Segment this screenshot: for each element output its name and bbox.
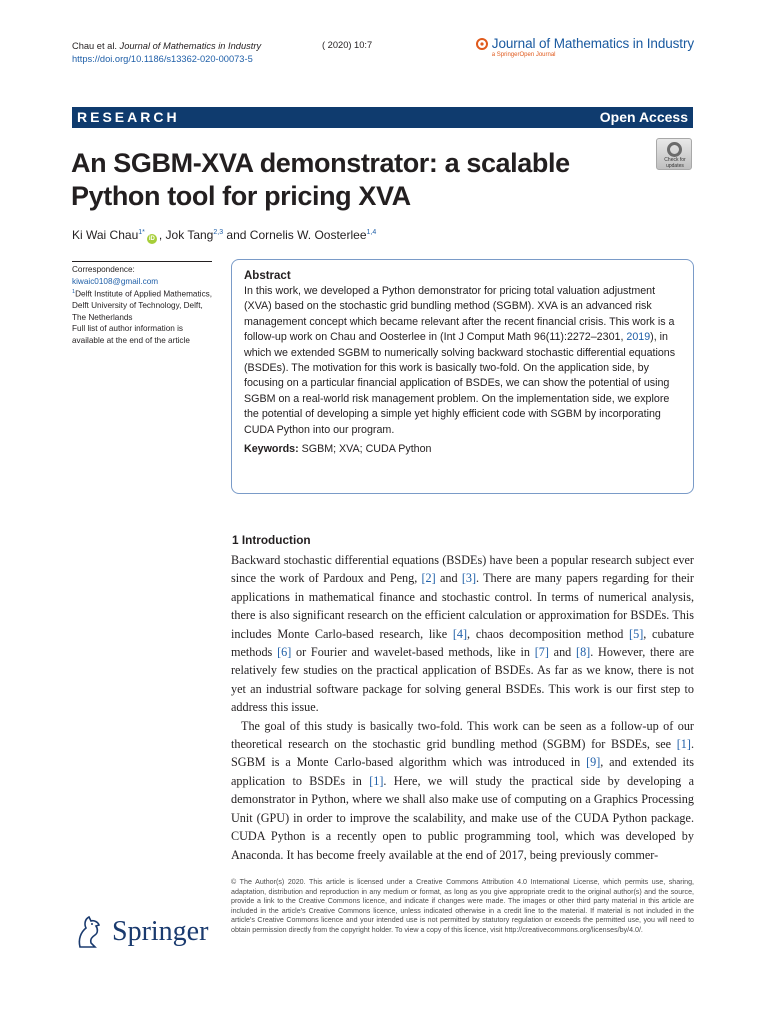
publisher-logo[interactable]	[72, 913, 208, 951]
keywords-list: SGBM; XVA; CUDA Python	[301, 443, 432, 456]
license-notice: © The Author(s) 2020. This article is licensed under a Creative Commons Attribution 4.0 International License, which permits use, sharing, adaptation, distribution and reproduction in any medium or format, as long as you give appropriate credit to the original author(s) and the source, provide a link to the Creative Commons licence, and indicate if changes were made. The images or other third party material in this article are included in the article’s Creative Commons licence, unless indicated otherwise in a credit line to the material. If material is not included in the article’s Creative Commons licence and your intended use is not permitted by statutory regulation or exceeds the permitted use, you will need to obtain permission directly from the copyright holder. To view a copy of this licence, visit http://creativecommons.org/licenses/by/4.0/.	[231, 878, 694, 934]
check-for-updates-button[interactable]	[656, 138, 692, 170]
abstract-text-part: In this work, we developed a Python demonstrator for pricing total valuation adjustment (XVA) based on the stochastic grid bundling method (SGBM). XVA is an advanced risk management concept which became relevant after the recent financial crisis. This work is a follow-up work on Chau and Oosterlee in (Int J Comput Math 96(11):2272–2301,	[244, 285, 675, 344]
citation-line	[72, 40, 261, 53]
check-updates-label: Check for updates	[664, 157, 686, 169]
reference-link[interactable]: [8]	[576, 645, 591, 660]
springer-horse-icon	[72, 913, 106, 951]
journal-brand-sub: a SpringerOpen Journal	[491, 52, 556, 58]
reference-link[interactable]: [2]	[421, 571, 436, 586]
year-volume: ( 2020) 10:7	[322, 40, 373, 50]
paragraph-text: , cubature methods	[231, 626, 694, 660]
keywords	[244, 443, 681, 455]
article-type-banner	[72, 107, 693, 128]
correspondence-block	[72, 264, 214, 346]
running-header	[72, 40, 261, 66]
abstract-text	[244, 284, 681, 438]
reference-link[interactable]: [5]	[629, 626, 644, 641]
check-updates-icon	[667, 142, 682, 157]
author-affiliation-ref[interactable]: 1*	[138, 229, 145, 236]
paragraph-text: , and extended its application to BSDEs in	[231, 755, 694, 788]
author-affiliation-ref[interactable]: 1,4	[366, 229, 377, 236]
publisher-name: Springer	[112, 916, 209, 947]
abstract-text-part: ), in which we extended SGBM to numerically solving backward stochastic differential equations (BSDEs). The motivation for this work is basically two-fold. On the application side, by focusing on a particular financial application of BSDEs, we can show the potential of using SGBM on a real-world risk management problem. On the implementation side, we explore the potential of developing a simple yet highly efficient code with SGBM by incorporating CUDA Python into our program.	[244, 331, 676, 436]
keywords-label: Keywords:	[244, 443, 299, 456]
open-access-label: Open Access	[599, 109, 688, 125]
correspondence-email[interactable]: kiwaic0108@gmail.com	[72, 276, 159, 286]
paragraph-text: Backward stochastic differential equations (BSDEs) have been a popular research subject ever since the work of Pardoux and Peng,	[231, 553, 694, 586]
affiliation-text: Delft Institute of Applied Mathematics, Delft University of Technology, Delft, The Netherlands	[72, 289, 213, 322]
paragraph-text: . Here, we will study the practical side by developing a demonstrator in Python, where we shall also make use of computing on a Graphics Processing Unit (GPU) in order to improve the scalability, and make use of the CUDA Python package. CUDA Python is a recently open to public programming tool, which was developed by Anaconda. It has become freely available at the end of 2017, being previously commer-	[231, 773, 694, 862]
reference-link[interactable]: [1]	[369, 773, 384, 788]
paragraph-text: . There are many papers regarding for their applications in mathematical finance and stochastic control. In terms of numerical analysis, there is also significant research on the efficient calculation or approximation for BSDEs. This includes Monte Carlo-based research, like	[231, 571, 694, 641]
journal-logo-icon	[476, 38, 488, 50]
reference-link[interactable]: [3]	[461, 571, 477, 586]
author-affiliation-ref[interactable]: 2,3	[213, 229, 224, 236]
reference-link[interactable]: [1]	[676, 737, 691, 752]
citation-journal: Journal of Mathematics in Industry	[119, 41, 262, 51]
paragraph-text: . SGBM is a Monte Carlo-based algorithm which was introduced in	[231, 737, 694, 770]
doi-link[interactable]: https://doi.org/10.1186/s13362-020-00073-5	[72, 54, 253, 64]
author-list	[72, 228, 376, 244]
paragraph	[231, 717, 694, 864]
section-heading: 1 Introduction	[232, 533, 311, 547]
author-info-note: Full list of author information is available at the end of the article	[72, 324, 190, 345]
reference-link[interactable]: [7]	[534, 645, 549, 660]
paragraph-text: , chaos decomposition method	[467, 626, 630, 641]
author-name: and Cornelis W. Oosterlee	[223, 228, 367, 242]
paragraph	[231, 551, 694, 717]
citation-authors: Chau et al.	[72, 41, 120, 51]
orcid-icon[interactable]: iD	[148, 236, 155, 242]
author-name: , Jok Tang	[158, 228, 214, 242]
abstract-heading: Abstract	[244, 270, 291, 282]
paragraph-text: or Fourier and wavelet-based methods, like in	[291, 645, 535, 660]
introduction-body	[231, 551, 694, 864]
correspondence-affiliation	[72, 287, 214, 323]
article-title: An SGBM-XVA demonstrator: a scalable Python tool for pricing XVA	[71, 148, 570, 211]
reference-link[interactable]: [9]	[586, 755, 601, 770]
reference-link[interactable]: [4]	[452, 626, 468, 641]
journal-brand-name: Journal of Mathematics in Industry	[491, 36, 694, 51]
article-type-label: RESEARCH	[77, 109, 180, 125]
paragraph-text: The goal of this study is basically two-fold. This work can be seen as a follow-up of our theoretical research on the stochastic grid bundling method (SGBM) for BSDEs, see	[231, 718, 694, 752]
correspondence-divider	[72, 261, 212, 262]
reference-link[interactable]: [6]	[277, 645, 292, 660]
correspondence-heading: Correspondence:	[72, 265, 135, 274]
paragraph-text: and	[435, 571, 462, 586]
affiliation-marker: 1	[72, 289, 76, 295]
journal-brand[interactable]	[476, 36, 694, 58]
abstract-box	[231, 259, 694, 494]
author-name: Ki Wai Chau	[72, 228, 139, 242]
paragraph-text: and	[548, 645, 577, 660]
paragraph-text: . However, there are relatively few studies on the practical application of BSDEs. As far as we know, there is not yet an industrial software package for solving general BSDEs. This work is our first step to address this issue.	[231, 645, 694, 715]
abstract-citation-link[interactable]: 2019	[626, 331, 651, 344]
